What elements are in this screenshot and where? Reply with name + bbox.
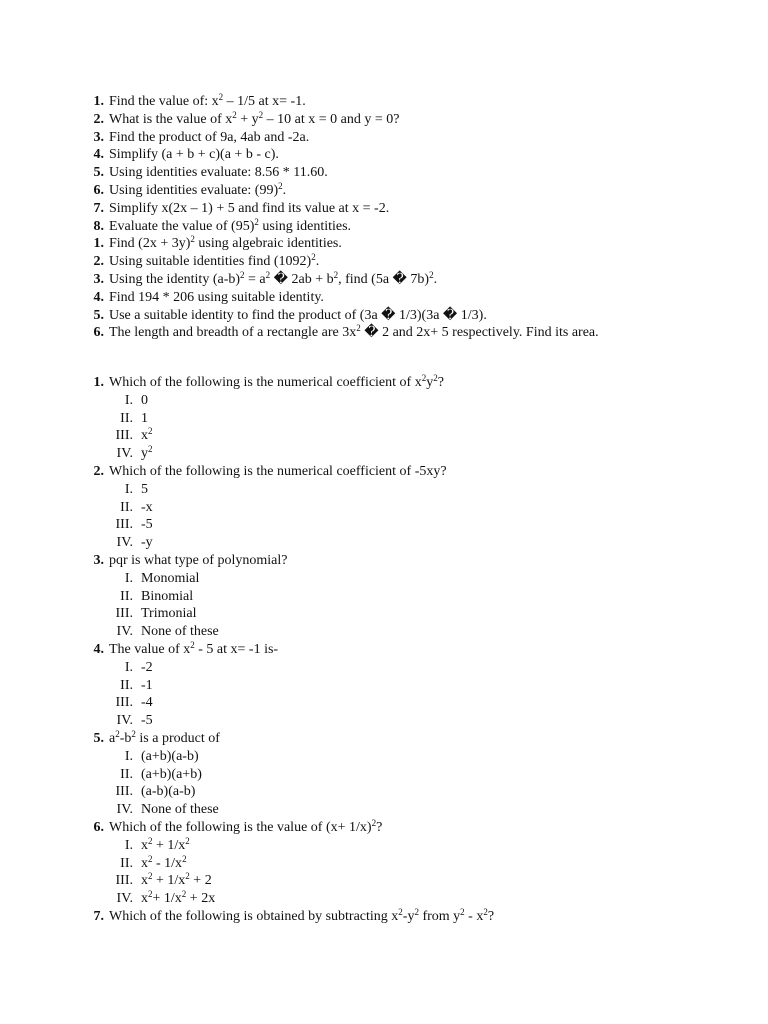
question-number: 2. (93, 111, 104, 127)
answer-option (0, 392, 740, 410)
option-numeral: I. (124, 837, 133, 853)
question-number: 2. (93, 254, 104, 270)
option-text: $x^2 + 1/x^2 + 2$ (141, 871, 212, 889)
question-number: 6. (93, 182, 104, 198)
mcq-question-row (0, 908, 740, 926)
question-item (0, 111, 740, 129)
question-item (0, 93, 740, 111)
answer-option (0, 801, 740, 819)
question-item (0, 307, 740, 325)
answer-option (0, 410, 740, 428)
question-item (0, 164, 740, 182)
question-number: 5. (93, 165, 104, 181)
option-text: $x^2+ 1/x^2 + 2x$ (141, 889, 216, 907)
option-numeral: IV. (116, 535, 133, 551)
option-numeral: IV. (116, 713, 133, 729)
option-text: -5 (141, 517, 153, 533)
question-item (0, 146, 740, 164)
mcq-question-row (0, 374, 740, 392)
answer-option (0, 516, 740, 534)
question-text: Use a suitable identity to find the product of (3a � 1/3)(3a � 1/3). (109, 307, 487, 323)
mcq-item (0, 730, 740, 819)
option-numeral: I. (124, 392, 133, 408)
answer-option (0, 712, 740, 730)
mcq-item (0, 819, 740, 908)
question-number: 4. (93, 641, 104, 657)
option-numeral: II. (120, 410, 133, 426)
question-text: Which of the following is the numerical coefficient of -5xy? (109, 463, 447, 479)
question-number: 6. (93, 325, 104, 341)
answer-option (0, 890, 740, 908)
question-number: 6. (93, 819, 104, 835)
mcq-question-row (0, 730, 740, 748)
question-number: 5. (93, 730, 104, 746)
question-item (0, 218, 740, 236)
answer-option (0, 623, 740, 641)
question-number: 3. (93, 129, 104, 145)
mcq-question-row (0, 819, 740, 837)
option-text: -2 (141, 659, 153, 675)
question-number: 3. (93, 552, 104, 568)
question-text: Using suitable identities find $(1092)^2$. (109, 252, 320, 270)
question-number: 2. (93, 463, 104, 479)
option-numeral: III. (115, 517, 133, 533)
question-number: 7. (93, 200, 104, 216)
answer-option (0, 748, 740, 766)
question-item (0, 324, 740, 342)
question-item (0, 200, 740, 218)
question-number: 3. (93, 271, 104, 287)
option-numeral: III. (115, 606, 133, 622)
option-numeral: III. (115, 784, 133, 800)
question-number: 1. (93, 236, 104, 252)
option-numeral: II. (120, 499, 133, 515)
question-text: Find the product of 9a, 4ab and -2a. (109, 129, 310, 145)
option-numeral: III. (115, 873, 133, 889)
question-text: Which of the following is the numerical coefficient of $x^2y^2$? (109, 373, 444, 390)
mcq-item (0, 374, 740, 463)
mcq-item (0, 552, 740, 641)
option-numeral: III. (115, 695, 133, 711)
option-numeral: IV. (116, 891, 133, 907)
question-number: 4. (93, 289, 104, 305)
question-text: Find the value of: $x^2 - 1/5$ at x= -1. (109, 92, 306, 109)
mcq-item (0, 641, 740, 730)
option-numeral: II. (120, 588, 133, 604)
option-numeral: I. (124, 570, 133, 586)
question-item (0, 271, 740, 289)
question-text: Which of the following is the value of $(x+ 1/x)^2$? (109, 817, 383, 835)
question-text: pqr is what type of polynomial? (109, 552, 288, 568)
option-numeral: II. (120, 855, 133, 871)
answer-option (0, 427, 740, 445)
option-numeral: IV. (116, 446, 133, 462)
question-text: Simplify x(2x – 1) + 5 and find its value at x = -2. (109, 200, 390, 216)
option-text: (a+b)(a+b) (141, 766, 202, 782)
option-text: -y (141, 535, 153, 551)
answer-option (0, 694, 740, 712)
question-text: Find 194 * 206 using suitable identity. (109, 289, 324, 305)
answer-option (0, 659, 740, 677)
mcq-question-row (0, 641, 740, 659)
option-text: -5 (141, 713, 153, 729)
answer-option (0, 837, 740, 855)
option-text: $y^2$ (141, 444, 153, 462)
option-text: $x^2 - 1/x^2$ (141, 853, 187, 871)
option-text: (a-b)(a-b) (141, 784, 196, 800)
question-text: What is the value of $x^2 + y^2 - 10$ at x = 0 and y = 0? (109, 109, 400, 127)
answer-option (0, 499, 740, 517)
mcq-item (0, 908, 740, 926)
exercise-a-list (0, 93, 740, 342)
option-numeral: I. (124, 659, 133, 675)
answer-option (0, 570, 740, 588)
option-text: None of these (141, 802, 219, 818)
mcq-item (0, 463, 740, 552)
option-text: -x (141, 499, 153, 515)
answer-option (0, 445, 740, 463)
option-numeral: I. (124, 481, 133, 497)
answer-option (0, 605, 740, 623)
question-text: Which of the following is obtained by subtracting $x^2-y^2$ from $y^2 - x^2$? (109, 906, 495, 924)
question-text: Using identities evaluate: 8.56 * 11.60. (109, 165, 328, 181)
option-text: -1 (141, 677, 153, 693)
option-text: $x^2$ (141, 426, 153, 444)
question-text: Using identities evaluate: $(99)^2$. (109, 180, 287, 198)
option-text: (a+b)(a-b) (141, 748, 199, 764)
answer-option (0, 855, 740, 873)
question-item (0, 289, 740, 307)
answer-option (0, 677, 740, 695)
question-item (0, 235, 740, 253)
option-text: 5 (141, 481, 148, 497)
question-number: 4. (93, 147, 104, 163)
option-numeral: IV. (116, 802, 133, 818)
mcq-question-row (0, 463, 740, 481)
option-numeral: III. (115, 428, 133, 444)
mcq-question-row (0, 552, 740, 570)
question-text: The value of $x^2 - 5$ at x= -1 is- (109, 639, 279, 657)
question-text: Using the identity $(a-b)^2 = a^2$ � $2ab + b^2$, find (5a � 7b)$^2$. (109, 269, 438, 287)
question-text: Simplify (a + b + c)(a + b - c). (109, 147, 279, 163)
question-item (0, 182, 740, 200)
option-numeral: I. (124, 748, 133, 764)
question-number: 5. (93, 307, 104, 323)
question-text: The length and breadth of a rectangle are $3x^2$ � 2 and 2x+ 5 respectively. Find its area. (109, 323, 599, 341)
option-numeral: IV. (116, 624, 133, 640)
option-text: None of these (141, 624, 219, 640)
question-text: $a^2-b^2$ is a product of (109, 728, 220, 746)
option-text: Binomial (141, 588, 194, 604)
answer-option (0, 766, 740, 784)
exercise-b-list (0, 374, 740, 926)
option-text: -4 (141, 695, 153, 711)
question-text: Find $(2x + 3y)^2$ using algebraic identities. (109, 234, 342, 252)
question-number: 8. (93, 218, 104, 234)
question-number: 7. (93, 908, 104, 924)
option-numeral: II. (120, 677, 133, 693)
question-number: 1. (93, 375, 104, 390)
answer-option (0, 588, 740, 606)
option-text: $x^2 + 1/x^2$ (141, 835, 190, 853)
option-numeral: II. (120, 766, 133, 782)
option-text: Monomial (141, 570, 200, 586)
question-number: 1. (93, 94, 104, 109)
option-text: Trimonial (141, 606, 197, 622)
answer-option (0, 481, 740, 499)
option-text: 0 (141, 392, 148, 408)
question-item (0, 129, 740, 147)
answer-option (0, 872, 740, 890)
question-item (0, 253, 740, 271)
option-text: 1 (141, 410, 148, 426)
answer-option (0, 783, 740, 801)
answer-option (0, 534, 740, 552)
question-text: Evaluate the value of $(95)^2$ using identities. (109, 216, 352, 234)
